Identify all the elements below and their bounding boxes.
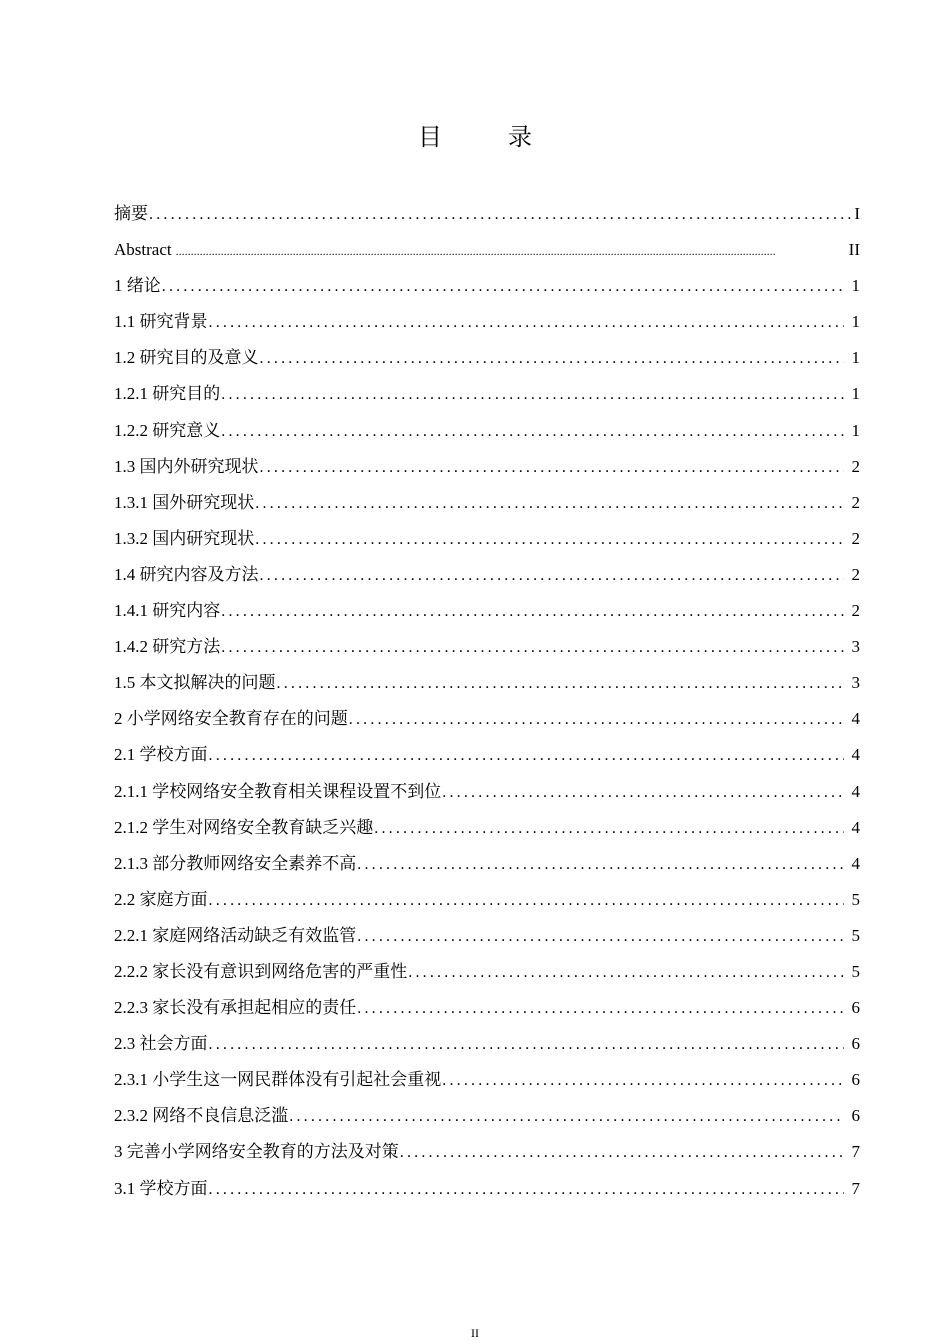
toc-dot-leader — [357, 991, 844, 1027]
toc-dot-leader — [260, 341, 845, 377]
toc-dot-leader — [260, 450, 845, 486]
toc-entry-page: 3 — [851, 673, 860, 693]
toc-dot-leader — [221, 594, 844, 630]
toc-entry-page: 6 — [851, 1034, 860, 1054]
toc-entry[interactable] — [114, 701, 860, 737]
toc-entry-page: 4 — [851, 745, 860, 765]
toc-entry[interactable] — [114, 449, 860, 485]
toc-entry[interactable] — [114, 810, 860, 846]
toc-dot-leader — [289, 1099, 844, 1135]
toc-entry[interactable] — [114, 665, 860, 701]
toc-entry-page: 5 — [851, 889, 860, 909]
toc-dot-leader — [357, 847, 844, 883]
toc-dot-leader — [255, 522, 844, 558]
toc-entry-abstract-en[interactable] — [114, 232, 860, 268]
toc-entry[interactable] — [114, 268, 860, 304]
toc-entry-label: 3 完善小学网络安全教育的方法及对策 — [114, 1142, 399, 1162]
toc-entry-page: 1 — [851, 276, 860, 296]
toc-entry-label: 2.2.2 家长没有意识到网络危害的严重性 — [114, 961, 408, 981]
toc-entry-label: 2.2.1 家庭网络活动缺乏有效监管 — [114, 925, 357, 945]
toc-entry-label: 2.1.1 学校网络安全教育相关课程设置不到位 — [114, 781, 442, 801]
toc-entry-label: 1.3.2 国内研究现状 — [114, 528, 255, 548]
toc-entry-label: 2.3 社会方面 — [114, 1034, 208, 1054]
toc-entry-page: I — [854, 204, 860, 223]
toc-entry[interactable] — [114, 954, 860, 990]
toc-dot-leader — [149, 197, 852, 233]
toc-entry-page: 2 — [851, 492, 860, 512]
toc-dot-leader — [277, 666, 845, 702]
toc-dot-leader — [221, 377, 844, 413]
toc-entry[interactable] — [114, 918, 860, 954]
toc-dot-leader — [260, 558, 845, 594]
toc-dot-leader — [176, 233, 847, 269]
toc-entry-label: 1.4.2 研究方法 — [114, 637, 221, 657]
toc-entry-page: 2 — [851, 528, 860, 548]
toc-dot-leader — [209, 883, 845, 919]
toc-entry[interactable] — [114, 521, 860, 557]
toc-entry[interactable] — [114, 376, 860, 412]
toc-entry-page: 7 — [851, 1142, 860, 1162]
toc-entry-label: 2.3.1 小学生这一网民群体没有引起社会重视 — [114, 1070, 442, 1090]
toc-entry-page: 2 — [851, 564, 860, 584]
toc-entry-label: 1.2.2 研究意义 — [114, 420, 221, 440]
toc-entry-label: 1.2.1 研究目的 — [114, 384, 221, 404]
toc-dot-leader — [162, 269, 844, 305]
toc-entry-page: 2 — [851, 456, 860, 476]
toc-entry[interactable] — [114, 593, 860, 629]
toc-dot-leader — [349, 702, 844, 738]
toc-entry-label: 2.3.2 网络不良信息泛滥 — [114, 1106, 289, 1126]
toc-entry-page: 1 — [851, 348, 860, 368]
toc-entry-label: 1.1 研究背景 — [114, 312, 208, 332]
toc-entry-label: 摘要 — [114, 204, 148, 223]
toc-entry[interactable] — [114, 882, 860, 918]
toc-entry[interactable] — [114, 304, 860, 340]
toc-entry[interactable] — [114, 413, 860, 449]
toc-entry-page: II — [848, 240, 860, 260]
toc-entry-page: 3 — [851, 637, 860, 657]
toc-entry-page: 6 — [851, 1106, 860, 1126]
toc-entry-label: 1.4.1 研究内容 — [114, 601, 221, 621]
toc-entry[interactable] — [114, 1026, 860, 1062]
toc-entry-label: 2.1 学校方面 — [114, 745, 208, 765]
toc-entry-page: 6 — [851, 998, 860, 1018]
toc-dot-leader — [400, 1135, 844, 1171]
table-of-contents — [114, 196, 860, 1207]
toc-entry-abstract-cn[interactable] — [114, 196, 860, 232]
toc-entry-page: 4 — [851, 853, 860, 873]
toc-entry-label: 2.1.2 学生对网络安全教育缺乏兴趣 — [114, 817, 374, 837]
toc-entry-label: 2.2 家庭方面 — [114, 889, 208, 909]
toc-entry[interactable] — [114, 990, 860, 1026]
toc-dot-leader — [357, 919, 844, 955]
toc-entry[interactable] — [114, 1134, 860, 1170]
toc-entry-label: 1 绪论 — [114, 276, 161, 296]
toc-entry-page: 5 — [851, 925, 860, 945]
toc-dot-leader — [221, 630, 844, 666]
toc-dot-leader — [374, 811, 844, 847]
toc-dot-leader — [209, 305, 845, 341]
toc-entry-label: 1.4 研究内容及方法 — [114, 564, 259, 584]
toc-entry-page: 4 — [851, 709, 860, 729]
toc-entry-label: 2.2.3 家长没有承担起相应的责任 — [114, 998, 357, 1018]
toc-entry[interactable] — [114, 485, 860, 521]
toc-entry[interactable] — [114, 774, 860, 810]
toc-dot-leader — [408, 955, 844, 991]
toc-entry-page: 1 — [851, 312, 860, 332]
toc-entry-label: 1.3 国内外研究现状 — [114, 456, 259, 476]
toc-entry-label: 1.3.1 国外研究现状 — [114, 492, 255, 512]
toc-entry-label: 1.5 本文拟解决的问题 — [114, 673, 276, 693]
toc-dot-leader — [255, 486, 844, 522]
toc-entry[interactable] — [114, 1062, 860, 1098]
toc-entry[interactable] — [114, 557, 860, 593]
toc-dot-leader — [221, 414, 844, 450]
toc-entry[interactable] — [114, 737, 860, 773]
toc-entry-page: 6 — [851, 1070, 860, 1090]
toc-entry-label: 2.1.3 部分教师网络安全素养不高 — [114, 853, 357, 873]
toc-entry[interactable] — [114, 1098, 860, 1134]
toc-entry[interactable] — [114, 629, 860, 665]
toc-entry-label: 2 小学网络安全教育存在的问题 — [114, 709, 348, 729]
toc-entry[interactable] — [114, 846, 860, 882]
toc-entry-page: 1 — [851, 420, 860, 440]
toc-entry[interactable] — [114, 340, 860, 376]
page-title: 目 录 — [418, 125, 562, 151]
toc-dot-leader — [442, 775, 844, 811]
toc-entry-label: Abstract — [114, 240, 172, 260]
toc-entry[interactable] — [114, 1171, 860, 1207]
toc-dot-leader — [209, 1027, 845, 1063]
toc-dot-leader — [209, 1172, 845, 1208]
toc-entry-page: 4 — [851, 781, 860, 801]
toc-entry-page: 1 — [851, 384, 860, 404]
toc-entry-page: 5 — [851, 961, 860, 981]
toc-entry-page: 4 — [851, 817, 860, 837]
toc-dot-leader — [209, 738, 845, 774]
toc-entry-page: 2 — [851, 601, 860, 621]
page-number: II — [471, 1326, 479, 1340]
toc-entry-page: 7 — [851, 1178, 860, 1198]
toc-entry-label: 3.1 学校方面 — [114, 1178, 208, 1198]
toc-dot-leader — [442, 1063, 844, 1099]
toc-entry-label: 1.2 研究目的及意义 — [114, 348, 259, 368]
